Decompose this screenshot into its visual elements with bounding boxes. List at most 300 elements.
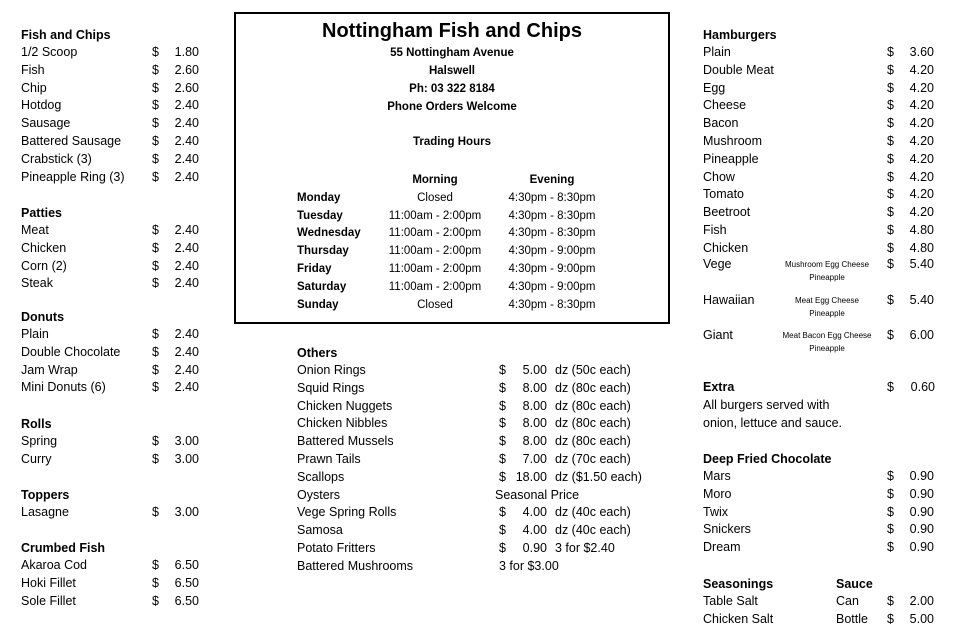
menu-item-row (21, 44, 211, 62)
menu-item-row (21, 593, 211, 611)
price: 3.00 (174, 451, 199, 466)
currency: $ (887, 80, 894, 95)
evening-hours: 4:30pm - 8:30pm (508, 191, 596, 204)
currency: $ (152, 258, 159, 273)
item-name: Chicken (21, 240, 67, 255)
section-title: Hamburgers (703, 28, 777, 42)
shop-name: Nottingham Fish and Chips (322, 20, 582, 42)
shop-info-box (234, 12, 670, 324)
menu-item-row (703, 240, 943, 258)
item-name: Mars (703, 469, 731, 483)
price-note: 3 for $2.40 (555, 540, 615, 555)
price-note: dz ($1.50 each) (555, 469, 642, 484)
price-note: dz (40c each) (555, 505, 631, 520)
menu-item-row (21, 326, 211, 344)
price: 8.00 (522, 380, 547, 395)
day-name: Friday (297, 262, 332, 275)
hours-row (297, 225, 637, 243)
sauce-title: Sauce (836, 577, 873, 591)
currency: $ (887, 486, 894, 501)
menu-item-row (21, 433, 211, 451)
item-name: Crabstick (3) (21, 151, 92, 166)
item-name: Squid Rings (297, 380, 365, 395)
shop-suburb: Halswell (428, 65, 476, 77)
price: 4.20 (909, 116, 934, 131)
price: 2.60 (174, 62, 199, 77)
evening-hours: 4:30pm - 8:30pm (508, 227, 596, 240)
burger-ingredients: Mushroom Egg Cheese (784, 260, 870, 269)
seasonings-header (703, 575, 943, 593)
item-name: Hawaiian (703, 292, 755, 307)
menu-item-row (21, 557, 211, 575)
burger-special-row (703, 327, 943, 363)
item-name: Beetroot (703, 205, 751, 220)
price: 0.90 (909, 540, 934, 555)
menu-item-row (297, 522, 657, 540)
item-name: Samosa (297, 523, 343, 538)
item-name: Cheese (703, 98, 747, 113)
price: 2.40 (174, 258, 199, 273)
menu-item-row (21, 97, 211, 115)
currency: $ (152, 276, 159, 291)
price-note: dz (50c each) (555, 363, 631, 377)
currency: $ (152, 558, 159, 572)
menu-item-row (703, 539, 943, 557)
price-note: dz (40c each) (555, 523, 631, 538)
section-title: Patties (21, 206, 62, 220)
item-size: Can (836, 594, 859, 608)
morning-hours: Closed (417, 298, 453, 311)
menu-item-row (703, 222, 943, 240)
price: 4.20 (909, 205, 934, 220)
section-seasonings (703, 575, 943, 629)
item-name: Hoki Fillet (21, 575, 76, 590)
item-name: Bacon (703, 116, 739, 131)
currency: $ (152, 133, 159, 148)
menu-item-row (21, 151, 211, 169)
item-name: Double Meat (703, 62, 774, 77)
price-note: dz (80c each) (555, 434, 631, 449)
morning-header: Morning (412, 174, 458, 186)
section-title: Donuts (21, 310, 65, 324)
currency: $ (152, 80, 159, 95)
price: 2.40 (174, 327, 199, 341)
evening-hours: 4:30pm - 9:00pm (508, 262, 596, 275)
currency: $ (887, 504, 894, 519)
price: 2.40 (174, 380, 199, 395)
section-title: Seasonings (703, 577, 774, 591)
item-name: Meat (21, 223, 49, 237)
currency: $ (152, 223, 159, 237)
item-name: Double Chocolate (21, 344, 121, 359)
price-note: dz (70c each) (555, 451, 631, 466)
menu-item-row (21, 240, 211, 258)
menu-item-row (21, 362, 211, 380)
extra-row (703, 379, 943, 397)
evening-hours: 4:30pm - 8:30pm (508, 298, 596, 311)
menu-item-row (21, 504, 211, 522)
day-name: Saturday (297, 280, 347, 293)
hours-row (297, 190, 637, 208)
currency: $ (887, 187, 894, 202)
menu-item-row (21, 258, 211, 276)
morning-hours: 11:00am - 2:00pm (388, 245, 482, 258)
price: 8.00 (522, 416, 547, 431)
menu-item-row (21, 275, 211, 293)
item-name: Plain (703, 45, 731, 59)
trading-hours-title: Trading Hours (413, 136, 491, 148)
item-name: Spring (21, 434, 58, 448)
currency: $ (152, 434, 159, 448)
currency: $ (499, 523, 506, 538)
currency: $ (887, 62, 894, 77)
price: 8.00 (522, 398, 547, 413)
menu-item-row (297, 433, 657, 451)
price: 2.40 (174, 276, 199, 291)
section-title: Rolls (21, 417, 52, 431)
item-name: Vege (703, 257, 732, 271)
item-name: Onion Rings (297, 363, 366, 377)
item-name: Hotdog (21, 98, 62, 113)
evening-hours: 4:30pm - 9:00pm (508, 245, 596, 258)
price: 7.00 (522, 451, 547, 466)
price: 4.80 (909, 240, 934, 255)
hours-row (297, 243, 637, 261)
currency: $ (499, 505, 506, 520)
menu-item-row (703, 133, 943, 151)
price: 3.60 (909, 45, 934, 59)
currency: $ (887, 292, 894, 307)
section-others (297, 344, 657, 576)
item-name: Egg (703, 80, 726, 95)
item-name: Chicken (703, 240, 749, 255)
item-name: 1/2 Scoop (21, 45, 78, 59)
section-title: Fish and Chips (21, 28, 111, 42)
menu-item-row (297, 558, 657, 576)
currency: $ (152, 451, 159, 466)
menu-item-row (297, 451, 657, 469)
price: 2.00 (909, 594, 934, 608)
price: 8.00 (522, 434, 547, 449)
currency: $ (152, 575, 159, 590)
price: 4.20 (909, 133, 934, 148)
currency: $ (499, 398, 506, 413)
price: 2.40 (174, 223, 199, 237)
menu-item-row (297, 362, 657, 380)
hours-row (297, 208, 637, 226)
currency: $ (152, 151, 159, 166)
price: 4.20 (909, 62, 934, 77)
evening-header: Evening (529, 174, 575, 186)
price: 0.90 (909, 469, 934, 483)
price-note: dz (80c each) (555, 398, 631, 413)
currency: $ (499, 469, 506, 484)
seasoning-row (703, 593, 943, 611)
hours-header-row (297, 172, 637, 190)
item-name: Mushroom (703, 133, 763, 148)
item-name: Sausage (21, 116, 71, 131)
item-name: Vege Spring Rolls (297, 505, 397, 520)
item-name: Twix (703, 504, 728, 519)
currency: $ (887, 257, 894, 271)
currency: $ (152, 505, 159, 519)
day-name: Monday (297, 191, 341, 204)
section-fish-and-chips (21, 26, 211, 186)
item-name: Chicken Nibbles (297, 416, 388, 431)
menu-item-row (21, 379, 211, 397)
menu-item-row (703, 204, 943, 222)
item-name: Battered Sausage (21, 133, 122, 148)
section-deep-fried-chocolate (703, 450, 943, 557)
menu-item-row (21, 80, 211, 98)
currency: $ (887, 594, 894, 608)
currency: $ (152, 327, 159, 341)
item-name: Akaroa Cod (21, 558, 88, 572)
hours-row (297, 261, 637, 279)
menu-item-row (21, 133, 211, 151)
currency: $ (152, 169, 159, 184)
price: 5.40 (909, 292, 934, 307)
item-name: Dream (703, 540, 741, 555)
price: 0.90 (909, 522, 934, 537)
extra-note-line: All burgers served with (703, 397, 830, 412)
day-name: Tuesday (297, 209, 343, 222)
price: 2.40 (174, 169, 199, 184)
menu-item-row (703, 504, 943, 522)
evening-hours: 4:30pm - 8:30pm (508, 209, 596, 222)
seasoning-row (703, 611, 943, 629)
price: 4.20 (909, 80, 934, 95)
currency: $ (152, 45, 159, 59)
price: 2.40 (174, 240, 199, 255)
price: 2.40 (174, 151, 199, 166)
item-name: Plain (21, 327, 49, 341)
morning-hours: 11:00am - 2:00pm (388, 262, 482, 275)
hours-row (297, 297, 637, 315)
item-name: Battered Mushrooms (297, 558, 414, 573)
currency: $ (887, 151, 894, 166)
item-name: Snickers (703, 522, 751, 537)
item-name: Fish (703, 222, 727, 237)
currency: $ (887, 240, 894, 255)
price: 5.40 (909, 257, 934, 271)
item-name: Pineapple (703, 151, 759, 166)
day-name: Thursday (297, 245, 349, 258)
item-size: Bottle (836, 611, 868, 626)
burger-special-row (703, 292, 943, 328)
price: 0.60 (910, 380, 935, 394)
menu-item-row (703, 115, 943, 133)
burger-ingredients: Pineapple (809, 308, 845, 318)
menu-item-row (703, 151, 943, 169)
item-name: Chicken Nuggets (297, 398, 393, 413)
price: 2.40 (174, 98, 199, 113)
burger-ingredients: Meat Bacon Egg Cheese (782, 331, 872, 340)
currency: $ (887, 469, 894, 483)
section-rolls (21, 415, 211, 469)
currency: $ (152, 362, 159, 377)
section-patties (21, 204, 211, 293)
item-name: Giant (703, 328, 733, 342)
evening-hours: 4:30pm - 9:00pm (508, 280, 596, 293)
price-note: 3 for $3.00 (499, 558, 559, 573)
item-name: Mini Donuts (6) (21, 380, 106, 395)
price: 2.40 (174, 133, 199, 148)
currency: $ (499, 380, 506, 395)
price: 5.00 (909, 611, 934, 626)
section-title: Deep Fried Chocolate (703, 452, 832, 466)
price: 4.20 (909, 98, 934, 113)
price: 2.40 (174, 344, 199, 359)
shop-address: 55 Nottingham Avenue (390, 47, 514, 59)
shop-phone: Ph: 03 322 8184 (409, 83, 495, 95)
price: 0.90 (909, 486, 934, 501)
menu-item-row (21, 222, 211, 240)
morning-hours: 11:00am - 2:00pm (388, 227, 482, 240)
menu-item-row (297, 398, 657, 416)
phone-orders-note: Phone Orders Welcome (387, 101, 517, 113)
section-title: Extra (703, 380, 735, 394)
morning-hours: 11:00am - 2:00pm (388, 280, 482, 293)
menu-item-row (297, 540, 657, 558)
section-extra (703, 379, 943, 432)
currency: $ (887, 380, 894, 394)
day-name: Wednesday (297, 227, 361, 240)
currency: $ (887, 222, 894, 237)
menu-item-row (21, 62, 211, 80)
section-hamburgers (703, 26, 943, 258)
menu-item-row (703, 186, 943, 204)
menu-item-row (703, 468, 943, 486)
item-name: Pineapple Ring (3) (21, 169, 125, 184)
morning-hours: Closed (417, 191, 453, 204)
item-name: Scallops (297, 469, 345, 484)
item-name: Corn (2) (21, 258, 67, 273)
item-name: Prawn Tails (297, 451, 361, 466)
price: 4.20 (909, 187, 934, 202)
price: 4.20 (909, 151, 934, 166)
price: 3.00 (174, 434, 199, 448)
item-name: Potato Fritters (297, 540, 376, 555)
item-name: Sole Fillet (21, 593, 76, 608)
price: 2.60 (174, 80, 199, 95)
currency: $ (499, 540, 506, 555)
hours-row (297, 279, 637, 297)
price: 18.00 (515, 469, 547, 484)
currency: $ (152, 380, 159, 395)
price: 6.50 (174, 558, 199, 572)
burger-ingredients: Pineapple (809, 344, 845, 353)
menu-item-row (21, 115, 211, 133)
menu-item-row (703, 97, 943, 115)
trading-hours-table (297, 172, 637, 314)
burger-ingredients: Pineapple (809, 273, 845, 282)
section-title: Toppers (21, 488, 70, 502)
currency: $ (887, 328, 894, 342)
currency: $ (499, 363, 506, 377)
day-name: Sunday (297, 298, 339, 311)
price: 6.00 (909, 328, 934, 342)
price: 0.90 (909, 504, 934, 519)
price: 1.80 (174, 45, 199, 59)
section-toppers (21, 486, 211, 522)
currency: $ (152, 98, 159, 113)
price: 6.50 (174, 575, 199, 590)
currency: $ (152, 62, 159, 77)
currency: $ (887, 133, 894, 148)
currency: $ (152, 593, 159, 608)
price-note: Seasonal Price (495, 487, 580, 502)
currency: $ (887, 116, 894, 131)
price-note: dz (80c each) (555, 416, 631, 431)
item-name: Battered Mussels (297, 434, 394, 449)
price: 4.00 (522, 523, 547, 538)
currency: $ (887, 611, 894, 626)
price: 4.80 (909, 222, 934, 237)
item-name: Chip (21, 80, 47, 95)
item-name: Lasagne (21, 505, 69, 519)
item-name: Moro (703, 486, 732, 501)
price: 4.00 (522, 505, 547, 520)
currency: $ (499, 451, 506, 466)
menu-item-row (703, 80, 943, 98)
menu-item-row (703, 169, 943, 187)
price: 2.40 (174, 116, 199, 131)
currency: $ (499, 416, 506, 431)
section-title: Crumbed Fish (21, 541, 106, 555)
menu-item-row (297, 487, 657, 505)
price-note: dz (80c each) (555, 380, 631, 395)
menu-item-row (297, 380, 657, 398)
item-name: Jam Wrap (21, 362, 78, 377)
section-crumbed-fish (21, 539, 211, 610)
currency: $ (152, 240, 159, 255)
burger-special-row (703, 256, 943, 292)
section-donuts (21, 308, 211, 397)
item-name: Oysters (297, 487, 341, 502)
menu-item-row (297, 415, 657, 433)
item-name: Curry (21, 451, 52, 466)
menu-item-row (21, 575, 211, 593)
burger-ingredients: Meat Egg Cheese (794, 295, 860, 305)
item-name: Table Salt (703, 594, 758, 608)
item-name: Fish (21, 62, 45, 77)
currency: $ (887, 540, 894, 555)
currency: $ (887, 45, 894, 59)
currency: $ (887, 169, 894, 184)
section-title: Others (297, 346, 338, 360)
menu-item-row (703, 62, 943, 80)
currency: $ (152, 116, 159, 131)
item-name: Chicken Salt (703, 611, 774, 626)
menu-item-row (703, 521, 943, 539)
price: 3.00 (174, 505, 199, 519)
currency: $ (887, 522, 894, 537)
menu-item-row (297, 504, 657, 522)
item-name: Chow (703, 169, 735, 184)
price: 5.00 (522, 363, 547, 377)
price: 2.40 (174, 362, 199, 377)
menu-item-row (21, 344, 211, 362)
currency: $ (499, 434, 506, 449)
price: 6.50 (174, 593, 199, 608)
morning-hours: 11:00am - 2:00pm (388, 209, 482, 222)
price: 0.90 (522, 540, 547, 555)
menu-item-row (703, 44, 943, 62)
currency: $ (887, 98, 894, 113)
price: 4.20 (909, 169, 934, 184)
item-name: Steak (21, 276, 53, 291)
